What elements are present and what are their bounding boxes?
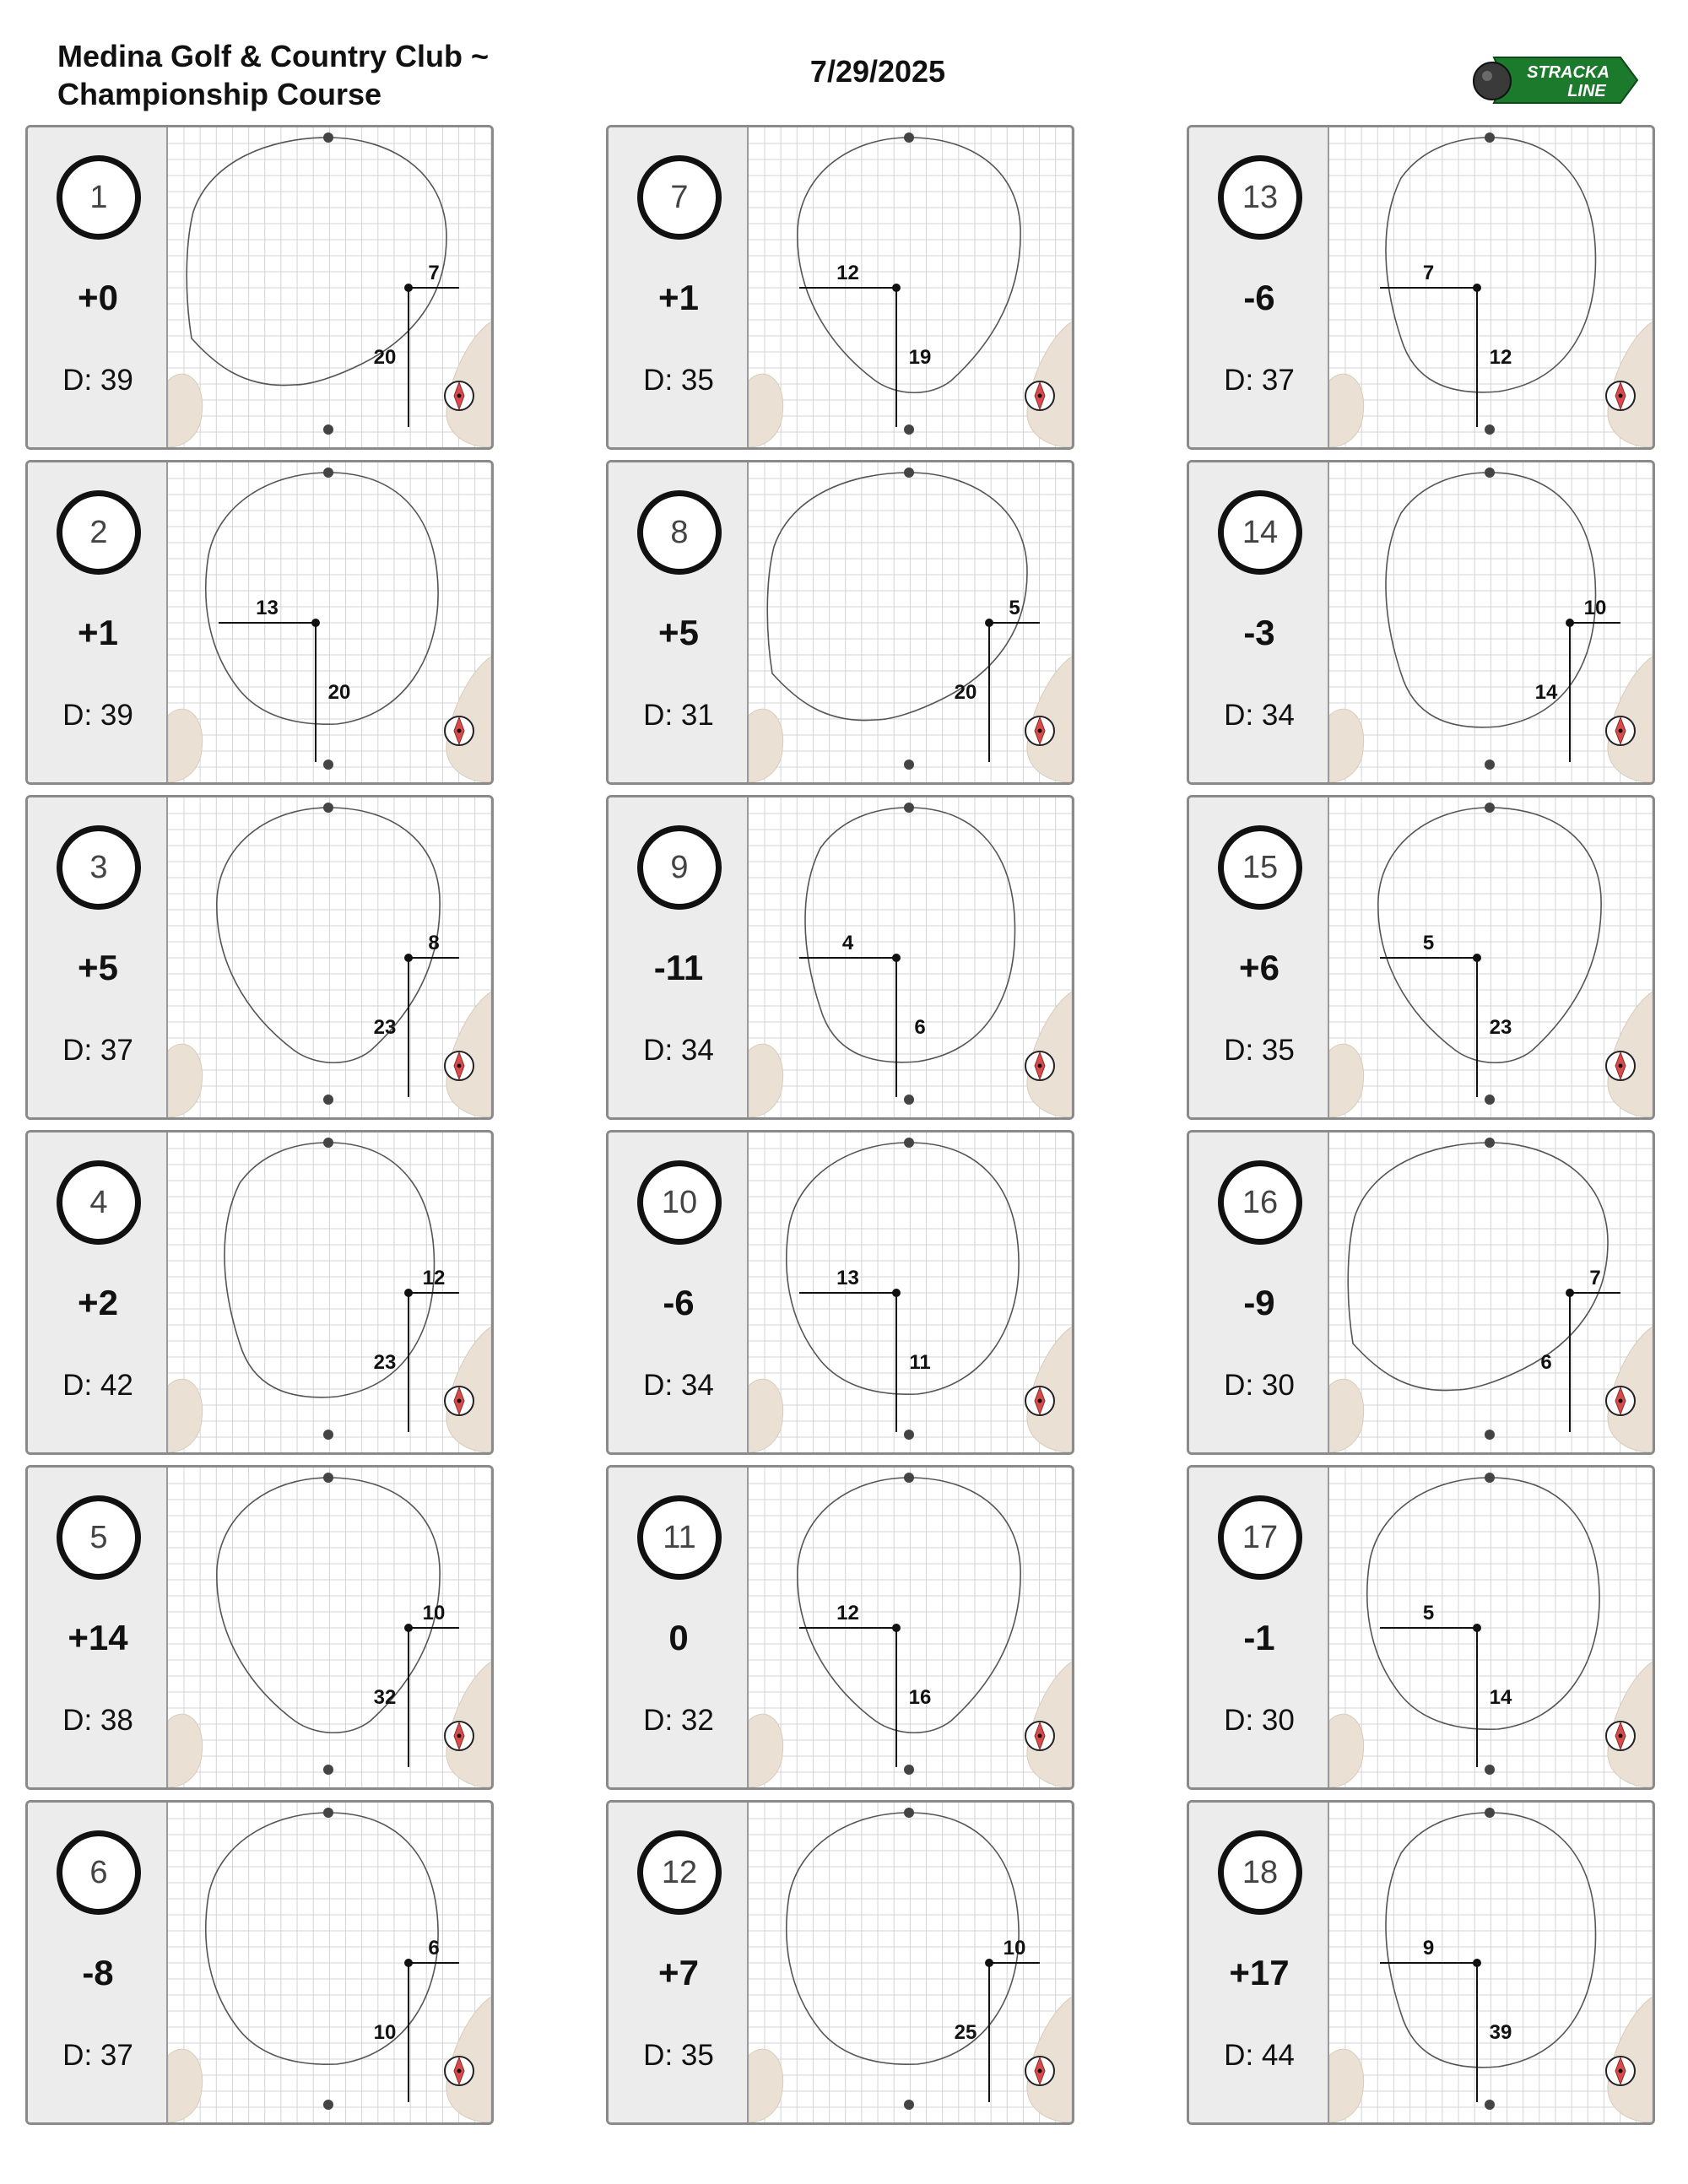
pin-side-distance: 10 <box>422 1602 446 1624</box>
pin-marker <box>404 1959 413 1967</box>
hole-score: +2 <box>78 1283 118 1322</box>
hole-score: +6 <box>1239 948 1280 987</box>
bunker-left <box>749 1044 783 1117</box>
pin-depth-distance: 23 <box>1489 1016 1512 1039</box>
green-diagram <box>168 797 491 1117</box>
pin-depth-distance: 10 <box>373 2021 397 2044</box>
hole-number: 7 <box>637 155 722 240</box>
compass-icon <box>1025 1387 1054 1415</box>
hole-score: +7 <box>658 1953 699 1992</box>
green-depth: D: 34 <box>643 1034 714 1067</box>
hole-number: 14 <box>1218 490 1302 575</box>
hole-number: 5 <box>57 1495 141 1580</box>
green-diagram <box>168 462 491 782</box>
front-marker <box>323 1765 333 1775</box>
green-depth: D: 31 <box>643 699 714 732</box>
pin-depth-distance: 25 <box>954 2021 977 2044</box>
bunker-left <box>168 1044 203 1117</box>
hole-card-9 <box>606 795 1074 1120</box>
front-marker <box>1485 1430 1495 1440</box>
stracka-line-logo <box>1460 51 1646 110</box>
green-depth: D: 35 <box>1224 1034 1295 1067</box>
green-depth: D: 37 <box>62 2039 133 2072</box>
back-marker <box>323 1473 333 1483</box>
hole-score: 0 <box>668 1618 689 1657</box>
pin-marker <box>1473 1959 1481 1967</box>
hole-score: +5 <box>658 613 699 652</box>
hole-number: 18 <box>1218 1830 1302 1915</box>
green-depth: D: 34 <box>643 1369 714 1402</box>
grid-lines <box>749 797 1072 1117</box>
green-diagram <box>1329 1468 1653 1787</box>
hole-card-6 <box>25 1800 494 2125</box>
green-diagram <box>168 127 491 447</box>
bunker-left <box>1329 1044 1364 1117</box>
pin-depth-distance: 23 <box>373 1351 397 1374</box>
compass-icon <box>1606 1722 1635 1750</box>
green-depth: D: 38 <box>62 1704 133 1737</box>
front-marker <box>904 1765 914 1775</box>
bunker-left <box>749 1714 783 1787</box>
pin-marker <box>1566 619 1574 627</box>
front-marker <box>323 2100 333 2110</box>
pin-side-distance: 9 <box>1422 1937 1435 1960</box>
green-diagram <box>749 127 1072 447</box>
hole-card-18 <box>1187 1800 1655 2125</box>
green-diagram <box>749 1133 1072 1452</box>
hole-info-panel <box>609 127 749 447</box>
back-marker <box>904 1808 914 1818</box>
green-diagram <box>749 1468 1072 1787</box>
hole-info-panel <box>28 462 168 782</box>
hole-card-16 <box>1187 1130 1655 1455</box>
pin-marker <box>404 954 413 962</box>
hole-number: 11 <box>637 1495 722 1580</box>
green-diagram <box>1329 797 1653 1117</box>
hole-card-10 <box>606 1130 1074 1455</box>
bunker-left <box>749 1379 783 1452</box>
green-diagram <box>1329 462 1653 782</box>
pin-side-distance: 4 <box>841 932 854 954</box>
green-outline <box>1348 1143 1608 1391</box>
bunker-left <box>168 1379 203 1452</box>
bunker-left <box>749 374 783 447</box>
pin-depth-distance: 12 <box>1489 346 1512 369</box>
back-marker <box>1485 1473 1495 1483</box>
hole-score: +14 <box>68 1618 128 1657</box>
green-diagram <box>749 1803 1072 2122</box>
pin-depth-distance: 11 <box>909 1351 931 1374</box>
bunker-left <box>749 2049 783 2122</box>
front-marker <box>1485 1095 1495 1105</box>
compass-icon <box>1025 381 1054 410</box>
pin-side-distance: 12 <box>836 1602 859 1624</box>
pin-marker <box>892 1289 901 1297</box>
front-marker <box>1485 2100 1495 2110</box>
hole-score: -1 <box>1243 1618 1275 1657</box>
green-diagram <box>749 797 1072 1117</box>
green-diagram <box>168 1468 491 1787</box>
hole-score: -8 <box>82 1953 114 1992</box>
bunker-left <box>1329 2049 1364 2122</box>
hole-score: +17 <box>1229 1953 1290 1992</box>
hole-number: 2 <box>57 490 141 575</box>
back-marker <box>1485 803 1495 813</box>
hole-info-panel <box>28 1133 168 1452</box>
back-marker <box>1485 132 1495 143</box>
compass-icon <box>1025 716 1054 745</box>
pin-side-distance: 13 <box>836 1267 859 1289</box>
pin-marker <box>1473 1624 1481 1632</box>
grid-lines <box>1329 1803 1653 2122</box>
green-depth: D: 42 <box>62 1369 133 1402</box>
compass-icon <box>1025 1051 1054 1080</box>
pin-depth-distance: 20 <box>954 681 977 704</box>
back-marker <box>323 803 333 813</box>
pin-depth-distance: 39 <box>1489 2021 1512 2044</box>
back-marker <box>1485 468 1495 478</box>
hole-info-panel <box>609 1133 749 1452</box>
pin-marker <box>404 284 413 292</box>
compass-icon <box>445 1722 473 1750</box>
green-outline <box>187 138 446 386</box>
front-marker <box>323 424 333 435</box>
back-marker <box>904 1138 914 1148</box>
front-marker <box>904 2100 914 2110</box>
back-marker <box>904 468 914 478</box>
hole-card-11 <box>606 1465 1074 1790</box>
hole-score: +5 <box>78 948 118 987</box>
pin-marker <box>311 619 320 627</box>
green-depth: D: 30 <box>1224 1369 1295 1402</box>
hole-info-panel <box>28 797 168 1117</box>
hole-card-13 <box>1187 125 1655 450</box>
course-title-line2: Championship Course <box>57 77 382 111</box>
hole-info-panel <box>609 1468 749 1787</box>
pin-side-distance: 10 <box>1583 597 1607 619</box>
hole-number: 8 <box>637 490 722 575</box>
hole-info-panel <box>609 1803 749 2122</box>
compass-icon <box>445 381 473 410</box>
front-marker <box>904 424 914 435</box>
pin-depth-distance: 16 <box>908 1686 932 1709</box>
pin-marker <box>404 1289 413 1297</box>
hole-number: 6 <box>57 1830 141 1915</box>
hole-number: 15 <box>1218 825 1302 910</box>
hole-score: -6 <box>1243 278 1275 317</box>
back-marker <box>323 1808 333 1818</box>
green-depth: D: 44 <box>1224 2039 1295 2072</box>
course-title <box>57 37 489 113</box>
hole-info-panel <box>1189 1803 1329 2122</box>
pin-depth-distance: 14 <box>1534 681 1558 704</box>
front-marker <box>1485 424 1495 435</box>
hole-info-panel <box>1189 1468 1329 1787</box>
front-marker <box>904 1430 914 1440</box>
bunker-left <box>1329 709 1364 782</box>
compass-icon <box>1606 1387 1635 1415</box>
hole-card-17 <box>1187 1465 1655 1790</box>
green-depth: D: 37 <box>62 1034 133 1067</box>
compass-icon <box>445 1387 473 1415</box>
hole-card-7 <box>606 125 1074 450</box>
hole-number: 13 <box>1218 155 1302 240</box>
front-marker <box>904 760 914 770</box>
front-marker <box>323 760 333 770</box>
bunker-left <box>1329 374 1364 447</box>
bunker-left <box>168 2049 203 2122</box>
pin-marker <box>892 1624 901 1632</box>
hole-number: 9 <box>637 825 722 910</box>
back-marker <box>1485 1808 1495 1818</box>
back-marker <box>323 132 333 143</box>
hole-info-panel <box>28 127 168 447</box>
pin-side-distance: 7 <box>1589 1267 1601 1289</box>
front-marker <box>323 1095 333 1105</box>
grid-lines <box>749 1468 1072 1787</box>
course-title-line1: Medina Golf & Country Club ~ <box>57 39 489 73</box>
bunker-left <box>749 709 783 782</box>
green-diagram <box>1329 1133 1653 1452</box>
hole-card-8 <box>606 460 1074 785</box>
back-marker <box>904 803 914 813</box>
compass-icon <box>1606 381 1635 410</box>
pin-marker <box>404 1624 413 1632</box>
pin-marker <box>985 619 993 627</box>
back-marker <box>323 468 333 478</box>
grid-lines <box>749 127 1072 447</box>
hole-card-4 <box>25 1130 494 1455</box>
pin-depth-distance: 19 <box>908 346 932 369</box>
pin-side-distance: 5 <box>1422 1602 1435 1624</box>
hole-score: +1 <box>658 278 699 317</box>
back-marker <box>904 132 914 143</box>
hole-info-panel <box>28 1803 168 2122</box>
bunker-left <box>168 374 203 447</box>
compass-icon <box>445 716 473 745</box>
pin-side-distance: 10 <box>1003 1937 1026 1960</box>
pin-side-distance: 7 <box>428 262 440 284</box>
hole-score: -6 <box>663 1283 695 1322</box>
hole-number: 1 <box>57 155 141 240</box>
hole-number: 10 <box>637 1160 722 1245</box>
back-marker <box>904 1473 914 1483</box>
pin-marker <box>985 1959 993 1967</box>
front-marker <box>904 1095 914 1105</box>
pin-marker <box>892 954 901 962</box>
svg-text:STRACKA: STRACKA <box>1527 63 1610 82</box>
hole-number: 3 <box>57 825 141 910</box>
green-depth: D: 37 <box>1224 364 1295 397</box>
hole-number: 4 <box>57 1160 141 1245</box>
green-diagram <box>168 1803 491 2122</box>
compass-icon <box>1025 1722 1054 1750</box>
compass-icon <box>1606 716 1635 745</box>
green-diagram <box>749 462 1072 782</box>
green-depth: D: 32 <box>643 1704 714 1737</box>
back-marker <box>323 1138 333 1148</box>
hole-info-panel <box>1189 1133 1329 1452</box>
hole-card-2 <box>25 460 494 785</box>
back-marker <box>1485 1138 1495 1148</box>
pin-side-distance: 8 <box>428 932 440 954</box>
front-marker <box>323 1430 333 1440</box>
pin-depth-distance: 14 <box>1489 1686 1512 1709</box>
hole-score: -11 <box>653 948 704 987</box>
compass-icon <box>445 1051 473 1080</box>
pin-side-distance: 13 <box>256 597 279 619</box>
pin-side-distance: 12 <box>836 262 859 284</box>
svg-text:LINE: LINE <box>1567 82 1606 100</box>
hole-card-3 <box>25 795 494 1120</box>
compass-icon <box>1606 2057 1635 2085</box>
pin-depth-distance: 6 <box>914 1016 926 1039</box>
grid-lines <box>168 462 491 782</box>
front-marker <box>1485 1765 1495 1775</box>
green-diagram <box>1329 1803 1653 2122</box>
grid-lines <box>749 1133 1072 1452</box>
green-diagram <box>168 1133 491 1452</box>
hole-score: +0 <box>78 278 118 317</box>
green-depth: D: 34 <box>1224 699 1295 732</box>
grid-lines <box>1329 1468 1653 1787</box>
green-depth: D: 39 <box>62 364 133 397</box>
hole-info-panel <box>1189 797 1329 1117</box>
hole-number: 17 <box>1218 1495 1302 1580</box>
bunker-left <box>168 709 203 782</box>
compass-icon <box>445 2057 473 2085</box>
pin-marker <box>892 284 901 292</box>
pin-depth-distance: 20 <box>327 681 351 704</box>
hole-number: 12 <box>637 1830 722 1915</box>
pin-depth-distance: 20 <box>373 346 397 369</box>
green-depth: D: 35 <box>643 2039 714 2072</box>
hole-number: 16 <box>1218 1160 1302 1245</box>
pin-marker <box>1473 284 1481 292</box>
green-depth: D: 30 <box>1224 1704 1295 1737</box>
pin-side-distance: 5 <box>1422 932 1435 954</box>
hole-card-12 <box>606 1800 1074 2125</box>
date-label: 7/29/2025 <box>809 54 946 89</box>
hole-score: -9 <box>1243 1283 1275 1322</box>
hole-card-14 <box>1187 460 1655 785</box>
grid-lines <box>1329 127 1653 447</box>
front-marker <box>1485 760 1495 770</box>
bunker-left <box>1329 1379 1364 1452</box>
green-diagram <box>1329 127 1653 447</box>
pin-depth-distance: 32 <box>373 1686 397 1709</box>
hole-info-panel <box>609 462 749 782</box>
hole-info-panel <box>28 1468 168 1787</box>
hole-info-panel <box>1189 462 1329 782</box>
green-depth: D: 39 <box>62 699 133 732</box>
compass-icon <box>1606 1051 1635 1080</box>
hole-info-panel <box>1189 127 1329 447</box>
hole-score: +1 <box>78 613 118 652</box>
hole-card-15 <box>1187 795 1655 1120</box>
grid-lines <box>1329 797 1653 1117</box>
pin-depth-distance: 23 <box>373 1016 397 1039</box>
bunker-left <box>168 1714 203 1787</box>
bunker-left <box>1329 1714 1364 1787</box>
green-depth: D: 35 <box>643 364 714 397</box>
pin-side-distance: 6 <box>428 1937 440 1960</box>
green-outline <box>767 473 1027 721</box>
compass-icon <box>1025 2057 1054 2085</box>
pin-side-distance: 12 <box>422 1267 446 1289</box>
hole-card-5 <box>25 1465 494 1790</box>
hole-info-panel <box>609 797 749 1117</box>
hole-score: -3 <box>1243 613 1275 652</box>
pin-side-distance: 7 <box>1422 262 1435 284</box>
pin-side-distance: 5 <box>1009 597 1020 619</box>
hole-card-1 <box>25 125 494 450</box>
pin-marker <box>1473 954 1481 962</box>
pin-depth-distance: 6 <box>1540 1351 1552 1374</box>
pin-marker <box>1566 1289 1574 1297</box>
